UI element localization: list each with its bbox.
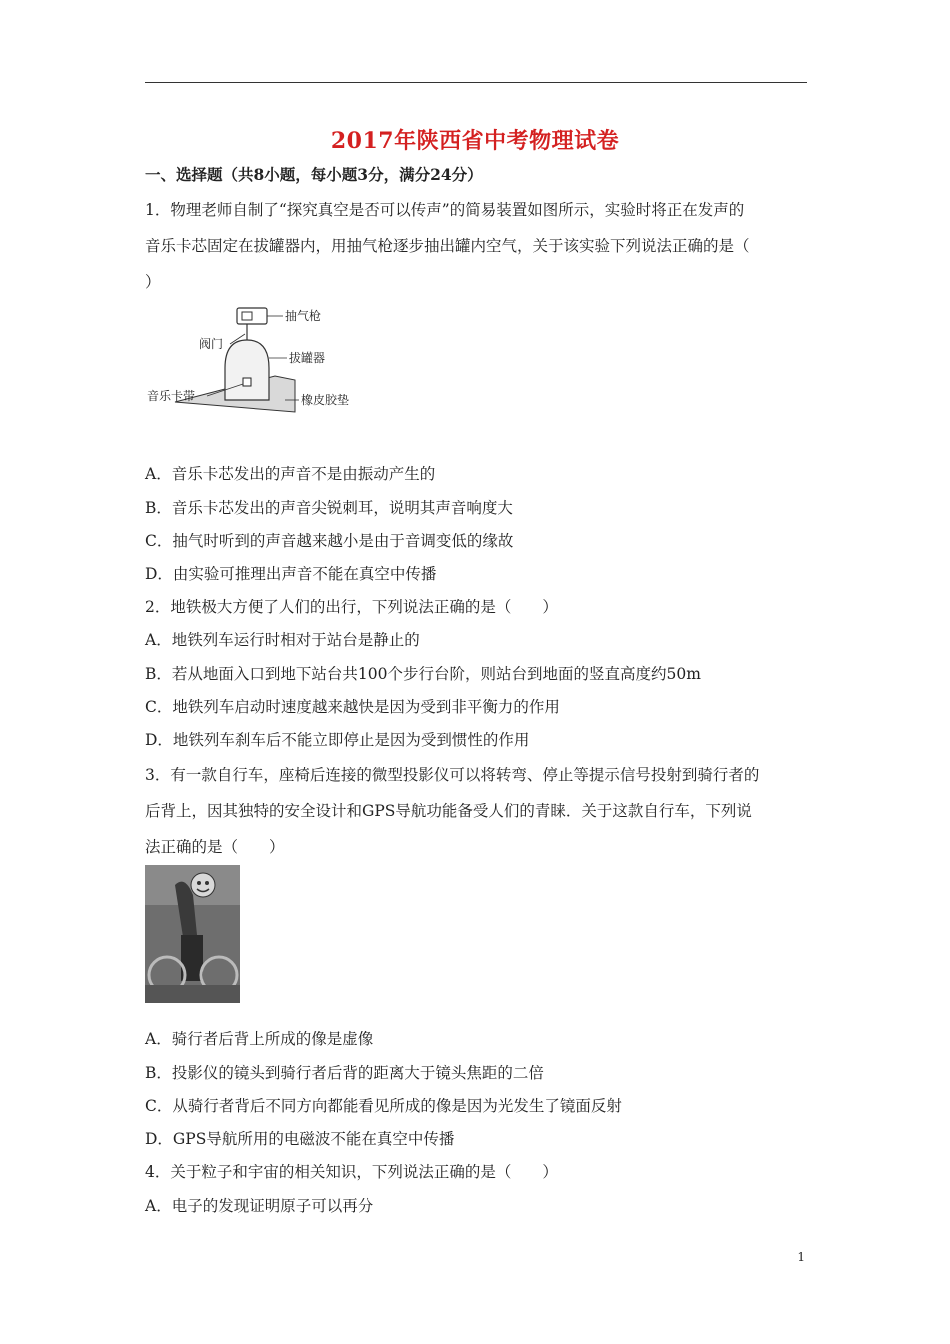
question-3-stem-line-3: 法正确的是（ ）	[145, 838, 285, 856]
question-1-option-d: D．由实验可推理出声音不能在真空中传播	[145, 565, 437, 583]
question-3-stem-line-1: 3．有一款自行车，座椅后连接的微型投影仪可以将转弯、停止等提示信号投射到骑行者的	[145, 766, 760, 784]
question-3-option-b: B．投影仪的镜头到骑行者后背的距离大于镜头焦距的二倍	[145, 1064, 544, 1082]
projected-signal-shape	[191, 873, 215, 897]
question-2-option-a: A．地铁列车运行时相对于站台是静止的	[145, 631, 420, 649]
page-title: 2017年陕西省中考物理试卷	[330, 128, 620, 154]
figure-label-card: 音乐卡带	[147, 389, 196, 403]
page-number: 1	[797, 1250, 805, 1264]
question-2-option-b: B．若从地面入口到地下站台共100个步行台阶，则站台到地面的竖直高度约50m	[145, 665, 701, 683]
question-3-stem-line-2: 后背上，因其独特的安全设计和GPS导航功能备受人们的青睐．关于这款自行车，下列说	[145, 802, 752, 820]
figure-label-pad: 橡皮胶垫	[301, 393, 350, 407]
question-3-option-c: C．从骑行者背后不同方向都能看见所成的像是因为光发生了镜面反射	[145, 1097, 622, 1115]
section-heading: 一、选择题（共8小题，每小题3分，满分24分）	[145, 165, 483, 184]
question-1-stem-line-1: 1．物理老师自制了“探究真空是否可以传声”的简易装置如图所示，实验时将正在发声的	[145, 201, 745, 219]
question-2-option-c: C．地铁列车启动时速度越来越快是因为受到非平衡力的作用	[145, 698, 560, 716]
figure-label-gun: 抽气枪	[285, 309, 322, 323]
question-3-option-a: A．骑行者后背上所成的像是虚像	[145, 1030, 374, 1048]
figure-label-cup: 拔罐器	[289, 351, 326, 365]
question-1-option-a: A．音乐卡芯发出的声音不是由振动产生的	[145, 465, 436, 483]
header-rule	[145, 82, 807, 83]
question-1-stem-line-2: 音乐卡芯固定在拔罐器内，用抽气枪逐步抽出罐内空气，关于该实验下列说法正确的是（	[145, 237, 750, 255]
bell-jar-shape	[225, 340, 269, 400]
question-2-option-d: D．地铁列车刹车后不能立即停止是因为受到惯性的作用	[145, 731, 530, 749]
question-1-option-c: C．抽气时听到的声音越来越小是由于音调变低的缘故	[145, 532, 514, 550]
music-card-shape	[243, 378, 251, 386]
question-2-stem: 2．地铁极大方便了人们的出行，下列说法正确的是（ ）	[145, 598, 558, 616]
question-4-stem: 4．关于粒子和宇宙的相关知识，下列说法正确的是（ ）	[145, 1163, 558, 1181]
bicycle-projector-photo	[145, 865, 240, 1003]
question-1-stem-line-3: ）	[145, 273, 161, 291]
question-4-option-a: A．电子的发现证明原子可以再分	[145, 1197, 374, 1215]
figure-label-valve: 阀门	[199, 337, 224, 351]
vacuum-sound-apparatus-figure	[145, 300, 375, 430]
question-1-option-b: B．音乐卡芯发出的声音尖锐刺耳，说明其声音响度大	[145, 499, 513, 517]
question-3-option-d: D．GPS导航所用的电磁波不能在真空中传播	[145, 1130, 455, 1148]
